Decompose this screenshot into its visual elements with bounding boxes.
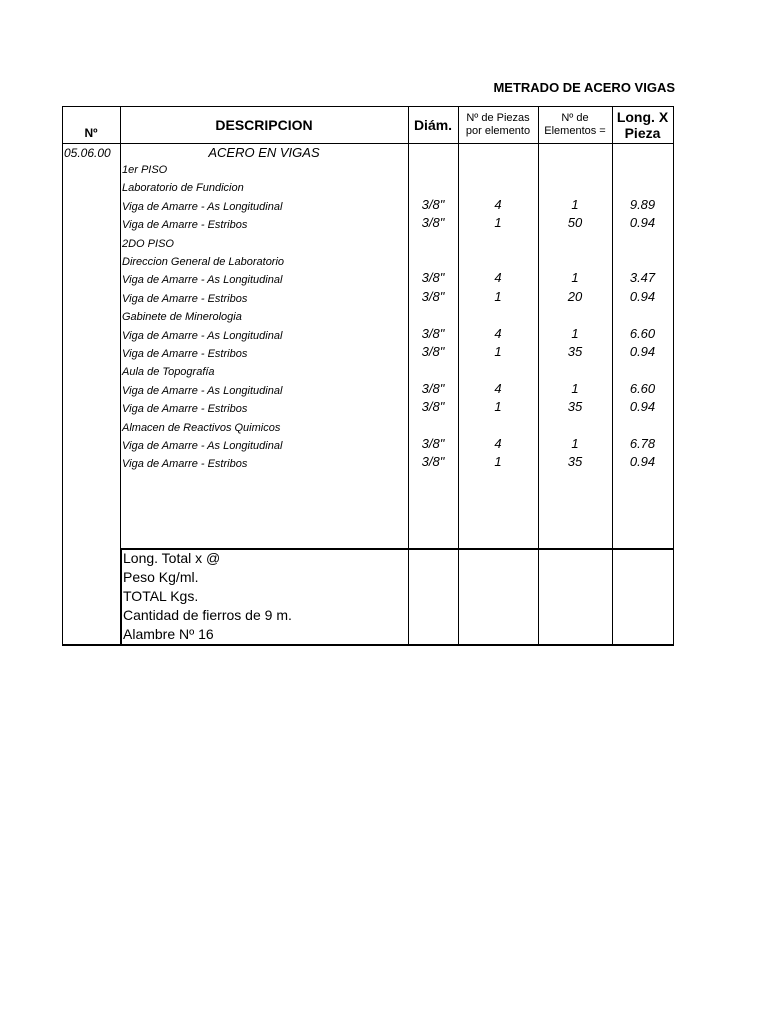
- column-border: [538, 106, 539, 646]
- row-description: 2DO PISO: [122, 237, 174, 250]
- row-description: Almacen de Reactivos Quimicos: [122, 421, 281, 434]
- header-long: [612, 109, 673, 141]
- header-descripcion: DESCRIPCION: [215, 117, 313, 133]
- steel-takeoff-table: [62, 106, 674, 646]
- row-diameter: 3/8": [421, 344, 445, 359]
- totals-block: [123, 549, 292, 644]
- header-elementos-line2: Elementos =: [544, 125, 606, 137]
- column-border: [408, 106, 409, 646]
- row-elements: 35: [567, 454, 583, 470]
- header-bottom-border: [62, 143, 674, 144]
- row-pieces: 4: [494, 325, 502, 341]
- row-description: Viga de Amarre - As Longitudinal: [122, 274, 283, 287]
- row-elements: 1: [571, 436, 579, 451]
- row-description: Viga de Amarre - As Longitudinal: [122, 440, 283, 452]
- row-length: 6.60: [629, 325, 656, 341]
- header-elementos: [538, 112, 612, 138]
- row-elements: 50: [567, 215, 583, 231]
- row-pieces: 1: [494, 288, 502, 304]
- row-elements: 1: [571, 270, 579, 286]
- row-description: 1er PISO: [122, 164, 168, 176]
- column-border: [612, 106, 613, 646]
- row-pieces: 1: [494, 454, 502, 470]
- row-description: Viga de Amarre - As Longitudinal: [122, 200, 283, 213]
- row-pieces: 4: [494, 270, 502, 286]
- footer-total-kgs: TOTAL Kgs.: [123, 588, 199, 604]
- row-elements: 1: [571, 196, 579, 212]
- row-pieces: 1: [494, 399, 502, 415]
- row-description: Viga de Amarre - Estribos: [122, 403, 248, 416]
- row-diameter: 3/8": [421, 399, 445, 415]
- row-length: 6.60: [629, 380, 656, 396]
- column-border: [458, 106, 459, 646]
- row-length: 0.94: [629, 399, 656, 415]
- row-diameter: 3/8": [421, 380, 445, 396]
- row-elements: 1: [571, 380, 579, 396]
- row-pieces: 4: [494, 436, 502, 451]
- row-pieces: 4: [494, 196, 502, 212]
- row-elements: 1: [571, 325, 579, 341]
- row-diameter: 3/8": [421, 196, 445, 212]
- footer-cantidad-fierros: Cantidad de fierros de 9 m.: [123, 607, 292, 623]
- footer-long-total: Long. Total x @: [123, 550, 221, 566]
- item-code: 05.06.00: [64, 146, 111, 160]
- row-description: Gabinete de Minerologia: [122, 311, 242, 324]
- footer-left-border: [120, 548, 122, 646]
- row-description: Laboratorio de Fundicion: [122, 182, 244, 195]
- row-diameter: 3/8": [421, 325, 445, 341]
- row-description: Direccion General de Laboratorio: [122, 256, 285, 268]
- row-length: 9.89: [629, 196, 656, 212]
- header-diam: Diám.: [413, 117, 453, 133]
- column-border: [120, 106, 121, 548]
- row-length: 0.94: [629, 344, 656, 359]
- row-description: Aula de Topografía: [122, 366, 215, 379]
- header-no: Nº: [84, 126, 98, 140]
- column-border: [673, 106, 674, 646]
- row-length: 3.47: [629, 270, 656, 286]
- row-description: Viga de Amarre - Estribos: [122, 458, 248, 471]
- row-diameter: 3/8": [421, 270, 445, 286]
- footer-peso: Peso Kg/ml.: [123, 569, 199, 585]
- column-border: [62, 106, 63, 646]
- row-length: 0.94: [629, 288, 656, 304]
- row-elements: 20: [567, 288, 583, 304]
- header-long-line1: Long. X: [616, 109, 669, 125]
- section-title: ACERO EN VIGAS: [208, 145, 320, 160]
- table-top-border: [62, 106, 674, 107]
- row-description: Viga de Amarre - As Longitudinal: [122, 384, 283, 397]
- row-description: Viga de Amarre - As Longitudinal: [122, 329, 283, 342]
- header-elementos-line1: Nº de: [561, 112, 589, 124]
- row-pieces: 1: [494, 344, 502, 359]
- footer-alambre: Alambre Nº 16: [123, 626, 214, 642]
- table-bottom-border: [62, 644, 674, 646]
- header-piezas: [458, 112, 538, 138]
- row-diameter: 3/8": [421, 436, 445, 451]
- header-long-line2: Pieza: [624, 125, 661, 141]
- row-diameter: 3/8": [421, 215, 445, 231]
- row-elements: 35: [567, 399, 583, 415]
- row-pieces: 4: [494, 380, 502, 396]
- row-diameter: 3/8": [421, 454, 445, 470]
- header-piezas-line1: Nº de Piezas: [466, 112, 530, 124]
- row-length: 6.78: [629, 436, 656, 451]
- header-piezas-line2: por elemento: [465, 125, 531, 137]
- row-diameter: 3/8": [421, 288, 445, 304]
- row-length: 0.94: [629, 454, 656, 470]
- row-description: Viga de Amarre - Estribos: [122, 292, 248, 305]
- row-pieces: 1: [494, 215, 502, 231]
- row-elements: 35: [567, 344, 583, 359]
- row-length: 0.94: [629, 215, 656, 231]
- row-description: Viga de Amarre - Estribos: [122, 348, 248, 360]
- sheet-title: METRADO DE ACERO VIGAS: [493, 80, 675, 95]
- row-description: Viga de Amarre - Estribos: [122, 219, 248, 232]
